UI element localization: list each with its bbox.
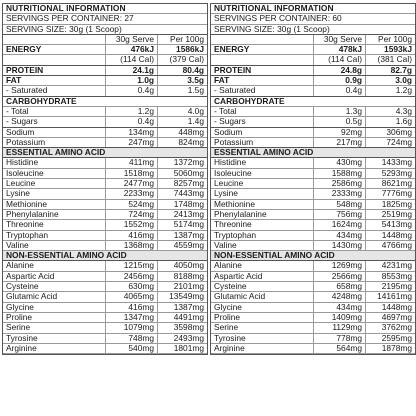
essential-amino-row-per100g-value: 8257mg: [157, 179, 207, 188]
non-essential-amino-row-label: Arginine: [214, 343, 245, 353]
non-essential-amino-row: [3, 261, 207, 271]
non-essential-amino-row-per100g-value: 8188mg: [157, 272, 207, 281]
carb-total-row-label: - Total: [6, 106, 29, 116]
non-essential-amino-row: [211, 292, 415, 302]
saturated-row-label: - Saturated: [214, 86, 256, 96]
sugars-row-serve-value: 0.4g: [105, 117, 157, 126]
column-header-serve-value: 30g Serve: [313, 35, 365, 44]
panel-title-text: NUTRITIONAL INFORMATION: [6, 4, 126, 13]
potassium-row-per100g-value: 724mg: [365, 138, 415, 147]
non-essential-amino-row-label: Glycine: [6, 302, 34, 312]
non-essential-amino-row-serve-value: 4065mg: [105, 292, 157, 301]
essential-amino-row-label: Isoleucine: [214, 168, 252, 178]
non-essential-amino-row: [3, 282, 207, 292]
essential-amino-row-serve-value: 1588mg: [313, 169, 365, 178]
non-essential-amino-row-serve-value: 416mg: [105, 303, 157, 312]
saturated-row-per100g-value: 1.5g: [157, 86, 207, 95]
essential-amino-row-per100g-value: 5293mg: [365, 169, 415, 178]
essential-amino-row: [211, 231, 415, 241]
non-essential-amino-row-serve-value: 4248mg: [313, 292, 365, 301]
sugars-row-per100g-value: 1.6g: [365, 117, 415, 126]
non-essential-amino-row: [211, 261, 415, 271]
non-essential-amino-row-per100g-value: 8553mg: [365, 272, 415, 281]
essential-amino-row-per100g-value: 7443mg: [157, 189, 207, 198]
nutrition-panel-left: [2, 3, 208, 355]
servings-per-container-text: SERVINGS PER CONTAINER: 60: [214, 14, 342, 24]
energy-row-per100g-value: 1593kJ: [365, 45, 415, 54]
non-essential-amino-row-label: Serine: [6, 323, 31, 333]
essential-amino-row-per100g-value: 5060mg: [157, 169, 207, 178]
non-essential-amino-row: [211, 323, 415, 333]
essential-amino-row-per100g-value: 4559mg: [157, 241, 207, 250]
non-essential-amino-row-label: Alanine: [214, 261, 242, 271]
sodium-row-label: Sodium: [6, 127, 35, 137]
essential-amino-row: [211, 169, 415, 179]
essential-amino-row: [211, 241, 415, 251]
column-header: [211, 35, 415, 45]
sugars-row: [3, 117, 207, 127]
essential-amino-row: [211, 158, 415, 168]
fat-row: [211, 76, 415, 86]
fat-row-per100g-value: 3.0g: [365, 76, 415, 85]
essential-amino-row-label: Threonine: [214, 220, 252, 230]
essential-amino-row-per100g-value: 1433mg: [365, 158, 415, 167]
non-essential-amino-row-per100g-value: 1387mg: [157, 303, 207, 312]
non-essential-amino-row-per100g-value: 4050mg: [157, 261, 207, 270]
essential-amino-row-serve-value: 524mg: [105, 200, 157, 209]
essential-amino-row: [3, 200, 207, 210]
non-essential-amino-row: [3, 313, 207, 323]
panel-title: [211, 4, 415, 14]
non-essential-amino-row-serve-value: 1409mg: [313, 313, 365, 322]
carb-total-row-per100g-value: 4.0g: [157, 107, 207, 116]
sugars-row: [211, 117, 415, 127]
potassium-row-serve-value: 217mg: [313, 138, 365, 147]
non-essential-amino-row-per100g-value: 14161mg: [365, 292, 415, 301]
saturated-row-per100g-value: 1.2g: [365, 86, 415, 95]
essential-amino-row-per100g-value: 8621mg: [365, 179, 415, 188]
energy-cal-row-per100g-value: (381 Cal): [365, 55, 415, 64]
essential-amino-row-label: Tryptophan: [214, 230, 257, 240]
non-essential-amino-row: [3, 334, 207, 344]
essential-amino-acid-heading: [211, 148, 415, 158]
panel-title: [3, 4, 207, 14]
non-essential-amino-row: [211, 282, 415, 292]
essential-amino-row-serve-value: 434mg: [313, 231, 365, 240]
saturated-row-serve-value: 0.4g: [105, 86, 157, 95]
sugars-row-label: - Sugars: [6, 117, 38, 127]
essential-amino-row-per100g-value: 7776mg: [365, 189, 415, 198]
essential-amino-row-per100g-value: 2519mg: [365, 210, 415, 219]
non-essential-amino-row-serve-value: 1079mg: [105, 323, 157, 332]
non-essential-amino-row-label: Glycine: [214, 302, 242, 312]
non-essential-amino-row-per100g-value: 4697mg: [365, 313, 415, 322]
essential-amino-row-label: Leucine: [214, 179, 244, 189]
potassium-row-per100g-value: 824mg: [157, 138, 207, 147]
carb-total-row-serve-value: 1.3g: [313, 107, 365, 116]
non-essential-amino-row-label: Proline: [214, 312, 241, 322]
panel-title-text: NUTRITIONAL INFORMATION: [214, 4, 334, 13]
essential-amino-row-label: Phenylalanine: [214, 209, 267, 219]
carb-total-row: [3, 107, 207, 117]
non-essential-amino-row-per100g-value: 2195mg: [365, 282, 415, 291]
essential-amino-row-per100g-value: 1387mg: [157, 231, 207, 240]
potassium-row: [3, 138, 207, 148]
non-essential-amino-row-serve-value: 540mg: [105, 344, 157, 353]
servings-per-container: [211, 14, 415, 24]
non-essential-amino-row-label: Cysteine: [6, 282, 39, 292]
serving-size: [211, 25, 415, 35]
non-essential-amino-row-serve-value: 1215mg: [105, 261, 157, 270]
non-essential-amino-row-label: Proline: [6, 312, 33, 322]
non-essential-amino-row-label: Aspartic Acid: [214, 271, 263, 281]
sodium-row: [3, 128, 207, 138]
saturated-row: [3, 86, 207, 96]
energy-row: [3, 45, 207, 55]
essential-amino-row: [211, 210, 415, 220]
essential-amino-row-serve-value: 1518mg: [105, 169, 157, 178]
essential-amino-row: [3, 231, 207, 241]
energy-row: [211, 45, 415, 55]
non-essential-amino-acid-heading: [211, 251, 415, 261]
non-essential-amino-row: [211, 313, 415, 323]
non-essential-amino-row-label: Tyrosine: [214, 333, 246, 343]
non-essential-amino-acid-heading: [3, 251, 207, 261]
fat-row-label: FAT: [6, 76, 22, 86]
non-essential-amino-row-serve-value: 748mg: [105, 334, 157, 343]
essential-amino-acid-heading-text: ESSENTIAL AMINO ACID: [214, 148, 314, 158]
essential-amino-row-label: Methionine: [214, 199, 255, 209]
essential-amino-row-label: Phenylalanine: [6, 209, 59, 219]
column-header-per100g-value: Per 100g: [365, 35, 415, 44]
non-essential-amino-row-serve-value: 778mg: [313, 334, 365, 343]
fat-row-per100g-value: 3.5g: [157, 76, 207, 85]
energy-cal-row: [3, 55, 207, 65]
non-essential-amino-row-label: Aspartic Acid: [6, 271, 55, 281]
essential-amino-row: [3, 210, 207, 220]
sodium-row-per100g-value: 448mg: [157, 128, 207, 137]
non-essential-amino-row: [3, 323, 207, 333]
essential-amino-row: [3, 179, 207, 189]
essential-amino-row-per100g-value: 1448mg: [365, 231, 415, 240]
non-essential-amino-row-label: Glutamic Acid: [6, 292, 58, 302]
saturated-row-label: - Saturated: [6, 86, 48, 96]
non-essential-amino-row-per100g-value: 13549mg: [157, 292, 207, 301]
essential-amino-row: [3, 189, 207, 199]
carbohydrate-heading: [211, 97, 415, 107]
energy-row-serve-value: 478kJ: [313, 45, 365, 54]
column-header: [3, 35, 207, 45]
protein-row-serve-value: 24.8g: [313, 66, 365, 75]
energy-cal-row-serve-value: (114 Cal): [313, 55, 365, 64]
essential-amino-row-label: Methionine: [6, 199, 47, 209]
protein-row: [3, 66, 207, 76]
essential-amino-acid-heading: [3, 148, 207, 158]
essential-amino-row-serve-value: 2477mg: [105, 179, 157, 188]
serving-size: [3, 25, 207, 35]
essential-amino-row: [3, 169, 207, 179]
non-essential-amino-row-label: Arginine: [6, 343, 37, 353]
potassium-row: [211, 138, 415, 148]
essential-amino-row-serve-value: 416mg: [105, 231, 157, 240]
non-essential-amino-row-per100g-value: 4231mg: [365, 261, 415, 270]
protein-row-label: PROTEIN: [6, 65, 44, 75]
essential-amino-row-per100g-value: 1372mg: [157, 158, 207, 167]
non-essential-amino-row-serve-value: 658mg: [313, 282, 365, 291]
essential-amino-row-label: Threonine: [6, 220, 44, 230]
non-essential-amino-row: [211, 272, 415, 282]
essential-amino-row: [3, 158, 207, 168]
essential-amino-row-label: Valine: [6, 240, 29, 250]
sodium-row-per100g-value: 306mg: [365, 128, 415, 137]
non-essential-amino-row-serve-value: 2456mg: [105, 272, 157, 281]
essential-amino-row-serve-value: 430mg: [313, 158, 365, 167]
carb-total-row-per100g-value: 4.3g: [365, 107, 415, 116]
non-essential-amino-row-serve-value: 434mg: [313, 303, 365, 312]
carbohydrate-heading: [3, 97, 207, 107]
fat-row-label: FAT: [214, 76, 230, 86]
non-essential-amino-row-per100g-value: 3598mg: [157, 323, 207, 332]
essential-amino-row-label: Valine: [214, 240, 237, 250]
essential-amino-row-serve-value: 1624mg: [313, 220, 365, 229]
essential-amino-row: [211, 200, 415, 210]
essential-amino-row-label: Leucine: [6, 179, 36, 189]
essential-amino-row-serve-value: 2233mg: [105, 189, 157, 198]
non-essential-amino-row-serve-value: 1269mg: [313, 261, 365, 270]
saturated-row: [211, 86, 415, 96]
essential-amino-row-per100g-value: 1825mg: [365, 200, 415, 209]
non-essential-amino-acid-heading-text: NON-ESSENTIAL AMINO ACID: [6, 251, 127, 261]
sodium-row: [211, 128, 415, 138]
essential-amino-row: [3, 220, 207, 230]
essential-amino-row-per100g-value: 5174mg: [157, 220, 207, 229]
carb-total-row-serve-value: 1.2g: [105, 107, 157, 116]
non-essential-amino-row-per100g-value: 1801mg: [157, 344, 207, 353]
essential-amino-row-label: Isoleucine: [6, 168, 44, 178]
essential-amino-acid-heading-text: ESSENTIAL AMINO ACID: [6, 148, 106, 158]
protein-row: [211, 66, 415, 76]
essential-amino-row-serve-value: 2333mg: [313, 189, 365, 198]
non-essential-amino-row-serve-value: 2566mg: [313, 272, 365, 281]
protein-row-serve-value: 24.1g: [105, 66, 157, 75]
nutrition-panel-right: [210, 3, 416, 355]
essential-amino-row-per100g-value: 1748mg: [157, 200, 207, 209]
non-essential-amino-row-per100g-value: 2595mg: [365, 334, 415, 343]
non-essential-amino-row-serve-value: 630mg: [105, 282, 157, 291]
non-essential-amino-row-per100g-value: 2101mg: [157, 282, 207, 291]
non-essential-amino-acid-heading-text: NON-ESSENTIAL AMINO ACID: [214, 251, 335, 261]
sugars-row-serve-value: 0.5g: [313, 117, 365, 126]
sugars-row-per100g-value: 1.4g: [157, 117, 207, 126]
non-essential-amino-row-per100g-value: 4491mg: [157, 313, 207, 322]
protein-row-label: PROTEIN: [214, 65, 252, 75]
essential-amino-row-label: Histidine: [6, 158, 39, 168]
essential-amino-row: [3, 241, 207, 251]
energy-row-label: ENERGY: [6, 45, 42, 55]
servings-per-container-text: SERVINGS PER CONTAINER: 27: [6, 14, 134, 24]
essential-amino-row-serve-value: 2586mg: [313, 179, 365, 188]
fat-row: [3, 76, 207, 86]
non-essential-amino-row-label: Cysteine: [214, 282, 247, 292]
essential-amino-row-per100g-value: 2413mg: [157, 210, 207, 219]
sugars-row-label: - Sugars: [214, 117, 246, 127]
fat-row-serve-value: 1.0g: [105, 76, 157, 85]
potassium-row-label: Potassium: [214, 137, 254, 147]
non-essential-amino-row-label: Tyrosine: [6, 333, 38, 343]
non-essential-amino-row: [3, 303, 207, 313]
non-essential-amino-row-label: Serine: [214, 323, 239, 333]
non-essential-amino-row: [211, 344, 415, 354]
essential-amino-row-serve-value: 724mg: [105, 210, 157, 219]
carb-total-row-label: - Total: [214, 106, 237, 116]
essential-amino-row-serve-value: 1368mg: [105, 241, 157, 250]
non-essential-amino-row: [3, 272, 207, 282]
non-essential-amino-row-label: Glutamic Acid: [214, 292, 266, 302]
essential-amino-row-per100g-value: 5413mg: [365, 220, 415, 229]
non-essential-amino-row-serve-value: 564mg: [313, 344, 365, 353]
servings-per-container: [3, 14, 207, 24]
non-essential-amino-row: [3, 292, 207, 302]
energy-row-serve-value: 476kJ: [105, 45, 157, 54]
carb-total-row: [211, 107, 415, 117]
serving-size-text: SERVING SIZE: 30g (1 Scoop): [6, 24, 122, 34]
essential-amino-row-serve-value: 411mg: [105, 158, 157, 167]
essential-amino-row-label: Histidine: [214, 158, 247, 168]
fat-row-serve-value: 0.9g: [313, 76, 365, 85]
carbohydrate-heading-text: CARBOHYDRATE: [6, 96, 77, 106]
energy-row-per100g-value: 1586kJ: [157, 45, 207, 54]
non-essential-amino-row-serve-value: 1129mg: [313, 323, 365, 332]
essential-amino-row-serve-value: 1430mg: [313, 241, 365, 250]
essential-amino-row-serve-value: 548mg: [313, 200, 365, 209]
essential-amino-row-label: Lysine: [6, 189, 30, 199]
sodium-row-serve-value: 92mg: [313, 128, 365, 137]
non-essential-amino-row-per100g-value: 1878mg: [365, 344, 415, 353]
non-essential-amino-row-per100g-value: 3762mg: [365, 323, 415, 332]
sodium-row-serve-value: 134mg: [105, 128, 157, 137]
potassium-row-serve-value: 247mg: [105, 138, 157, 147]
essential-amino-row: [211, 220, 415, 230]
column-header-per100g-value: Per 100g: [157, 35, 207, 44]
energy-cal-row-serve-value: (114 Cal): [105, 55, 157, 64]
energy-cal-row-per100g-value: (379 Cal): [157, 55, 207, 64]
carbohydrate-heading-text: CARBOHYDRATE: [214, 96, 285, 106]
non-essential-amino-row-label: Alanine: [6, 261, 34, 271]
non-essential-amino-row-serve-value: 1347mg: [105, 313, 157, 322]
energy-cal-row: [211, 55, 415, 65]
non-essential-amino-row: [3, 344, 207, 354]
protein-row-per100g-value: 80.4g: [157, 66, 207, 75]
essential-amino-row-serve-value: 1552mg: [105, 220, 157, 229]
non-essential-amino-row: [211, 334, 415, 344]
serving-size-text: SERVING SIZE: 30g (1 Scoop): [214, 24, 330, 34]
protein-row-per100g-value: 82.7g: [365, 66, 415, 75]
non-essential-amino-row-per100g-value: 1448mg: [365, 303, 415, 312]
essential-amino-row: [211, 189, 415, 199]
essential-amino-row-per100g-value: 4766mg: [365, 241, 415, 250]
saturated-row-serve-value: 0.4g: [313, 86, 365, 95]
essential-amino-row-label: Lysine: [214, 189, 238, 199]
column-header-serve-value: 30g Serve: [105, 35, 157, 44]
potassium-row-label: Potassium: [6, 137, 46, 147]
essential-amino-row: [211, 179, 415, 189]
non-essential-amino-row-per100g-value: 2493mg: [157, 334, 207, 343]
essential-amino-row-label: Tryptophan: [6, 230, 49, 240]
sodium-row-label: Sodium: [214, 127, 243, 137]
energy-row-label: ENERGY: [214, 45, 250, 55]
essential-amino-row-serve-value: 756mg: [313, 210, 365, 219]
non-essential-amino-row: [211, 303, 415, 313]
